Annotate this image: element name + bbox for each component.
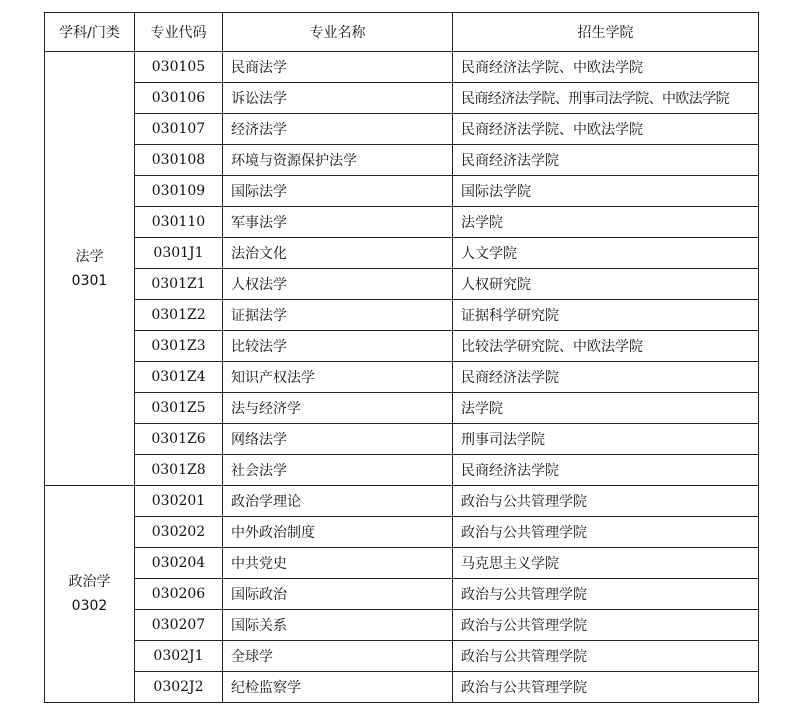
header-college: 招生学院	[453, 13, 759, 52]
college-cell: 法学院	[453, 393, 759, 424]
major-code-cell: 030206	[135, 579, 223, 610]
major-name-cell: 国际法学	[223, 176, 453, 207]
college-cell: 政治与公共管理学院	[453, 517, 759, 548]
table-row	[45, 145, 759, 176]
major-code-cell: 030108	[135, 145, 223, 176]
table-row	[45, 176, 759, 207]
table-row	[45, 517, 759, 548]
major-name-cell: 网络法学	[223, 424, 453, 455]
major-code-cell: 030106	[135, 83, 223, 114]
major-code-cell: 030105	[135, 52, 223, 83]
college-cell: 政治与公共管理学院	[453, 641, 759, 672]
major-name-cell: 诉讼法学	[223, 83, 453, 114]
major-name-cell: 证据法学	[223, 300, 453, 331]
major-name-cell: 中外政治制度	[223, 517, 453, 548]
major-name-cell: 中共党史	[223, 548, 453, 579]
major-name-cell: 法治文化	[223, 238, 453, 269]
table-row	[45, 300, 759, 331]
major-name-cell: 社会法学	[223, 455, 453, 486]
college-cell: 民商经济法学院	[453, 145, 759, 176]
college-cell: 国际法学院	[453, 176, 759, 207]
major-name-cell: 军事法学	[223, 207, 453, 238]
discipline-name: 法学	[75, 248, 104, 265]
table-row	[45, 331, 759, 362]
college-cell: 政治与公共管理学院	[453, 486, 759, 517]
table-row	[45, 424, 759, 455]
college-cell: 民商经济法学院、刑事司法学院、中欧法学院	[453, 83, 759, 114]
major-code-cell: 0301Z6	[135, 424, 223, 455]
major-code-cell: 030109	[135, 176, 223, 207]
major-name-cell: 法与经济学	[223, 393, 453, 424]
college-cell: 政治与公共管理学院	[453, 672, 759, 703]
discipline-code: 0302	[71, 598, 108, 614]
college-cell: 民商经济法学院	[453, 362, 759, 393]
major-name-cell: 经济法学	[223, 114, 453, 145]
college-cell: 政治与公共管理学院	[453, 610, 759, 641]
major-name-cell: 比较法学	[223, 331, 453, 362]
table-row	[45, 455, 759, 486]
table-row	[45, 83, 759, 114]
majors-table	[44, 12, 759, 703]
major-name-cell: 知识产权法学	[223, 362, 453, 393]
header-row	[45, 13, 759, 52]
major-name-cell: 民商法学	[223, 52, 453, 83]
major-code-cell: 0301Z2	[135, 300, 223, 331]
table-row	[45, 114, 759, 145]
header-discipline: 学科/门类	[45, 13, 135, 52]
table-row	[45, 207, 759, 238]
table-row	[45, 393, 759, 424]
college-cell: 法学院	[453, 207, 759, 238]
college-cell: 人文学院	[453, 238, 759, 269]
college-cell: 马克思主义学院	[453, 548, 759, 579]
discipline-cell	[45, 486, 135, 703]
table-row	[45, 486, 759, 517]
major-code-cell: 030110	[135, 207, 223, 238]
table-row	[45, 362, 759, 393]
header-code: 专业代码	[135, 13, 223, 52]
table-body	[45, 52, 759, 703]
major-name-cell: 国际政治	[223, 579, 453, 610]
major-code-cell: 030202	[135, 517, 223, 548]
table-row	[45, 269, 759, 300]
table-row	[45, 672, 759, 703]
table-header	[45, 13, 759, 52]
major-code-cell: 030207	[135, 610, 223, 641]
college-cell: 政治与公共管理学院	[453, 579, 759, 610]
table-row	[45, 610, 759, 641]
college-cell: 刑事司法学院	[453, 424, 759, 455]
major-code-cell: 0302J1	[135, 641, 223, 672]
college-cell: 民商经济法学院、中欧法学院	[453, 52, 759, 83]
major-code-cell: 030204	[135, 548, 223, 579]
major-code-cell: 0302J2	[135, 672, 223, 703]
table-row	[45, 548, 759, 579]
major-code-cell: 0301Z4	[135, 362, 223, 393]
major-name-cell: 国际关系	[223, 610, 453, 641]
major-code-cell: 0301Z3	[135, 331, 223, 362]
table-row	[45, 238, 759, 269]
major-code-cell: 0301Z1	[135, 269, 223, 300]
table-row	[45, 579, 759, 610]
table-row	[45, 641, 759, 672]
major-name-cell: 政治学理论	[223, 486, 453, 517]
college-cell: 证据科学研究院	[453, 300, 759, 331]
major-name-cell: 纪检监察学	[223, 672, 453, 703]
major-code-cell: 030201	[135, 486, 223, 517]
header-name: 专业名称	[223, 13, 453, 52]
discipline-cell	[45, 52, 135, 486]
major-code-cell: 0301Z8	[135, 455, 223, 486]
college-cell: 比较法学研究院、中欧法学院	[453, 331, 759, 362]
major-name-cell: 全球学	[223, 641, 453, 672]
table-row	[45, 52, 759, 83]
major-name-cell: 人权法学	[223, 269, 453, 300]
major-name-cell: 环境与资源保护法学	[223, 145, 453, 176]
major-code-cell: 030107	[135, 114, 223, 145]
college-cell: 民商经济法学院	[453, 455, 759, 486]
major-code-cell: 0301J1	[135, 238, 223, 269]
discipline-name: 政治学	[68, 574, 111, 590]
college-cell: 民商经济法学院、中欧法学院	[453, 114, 759, 145]
major-code-cell: 0301Z5	[135, 393, 223, 424]
college-cell: 人权研究院	[453, 269, 759, 300]
discipline-code: 0301	[71, 272, 108, 289]
